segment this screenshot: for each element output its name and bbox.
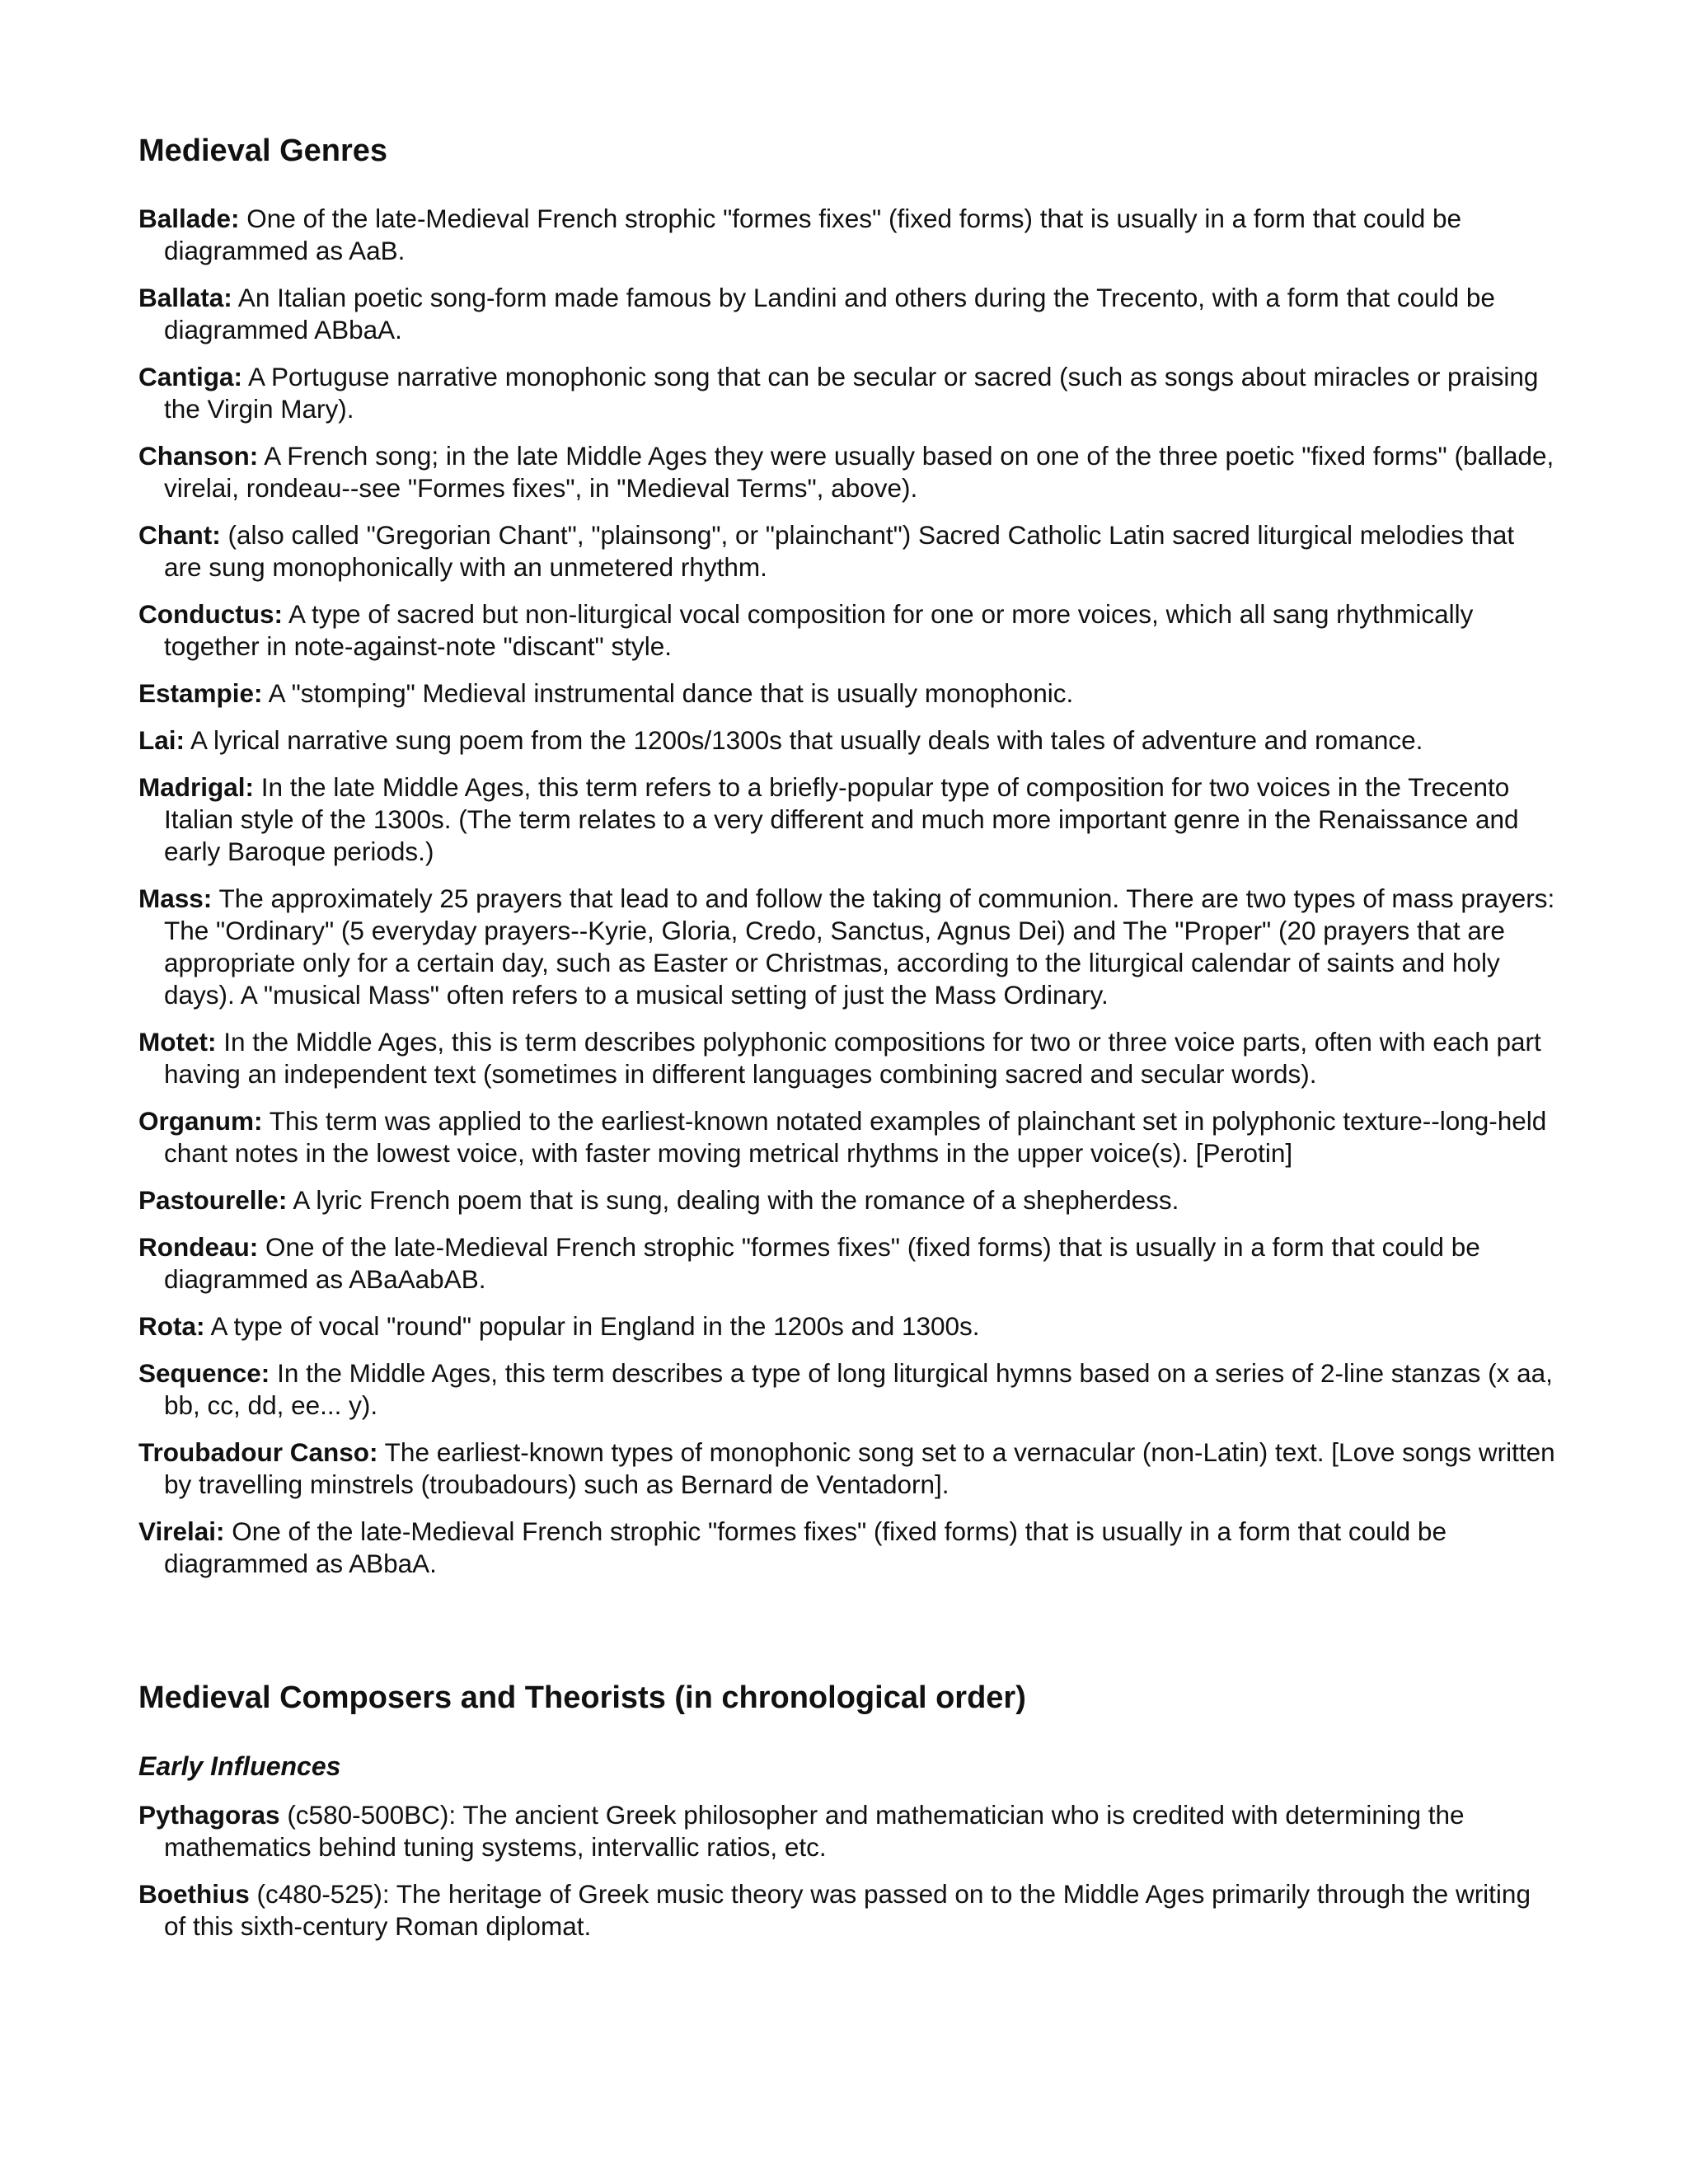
entry-term: Conductus:: [138, 599, 283, 629]
entry-term: Chanson:: [138, 441, 259, 471]
entry-term: Motet:: [138, 1027, 217, 1057]
entry-term: Rota:: [138, 1311, 205, 1341]
composer-entry: [138, 1799, 1556, 1863]
entry-definition: The approximately 25 prayers that lead to and follow the taking of communion. There are two types of mass prayers: The "Ordinary" (5 everyday prayers--Kyrie, Gloria, Credo, Sanctus, Agnus Dei) and The "Proper" (20 prayers that are appropriate only for a certain day, such as Easter or Christmas, according to the liturgical calendar of saints and holy days). A "musical Mass" often refers to a musical setting of just the Mass Ordinary.: [164, 883, 1555, 1010]
genre-entry: [138, 1026, 1556, 1090]
entry-definition: (also called "Gregorian Chant", "plainsong", or "plainchant") Sacred Catholic Latin sacred liturgical melodies that are sung monophonically with an unmetered rhythm.: [164, 520, 1515, 582]
entry-definition: One of the late-Medieval French strophic "formes fixes" (fixed forms) that is usually in a form that could be diagrammed as ABaAabAB.: [164, 1232, 1480, 1294]
entry-definition: In the late Middle Ages, this term refers to a briefly-popular type of composition for two voices in the Trecento Italian style of the 1300s. (The term relates to a very different and much more important genre in the Renaissance and early Baroque periods.): [164, 772, 1519, 866]
genre-entry: [138, 883, 1556, 1011]
genre-entry: [138, 1105, 1556, 1169]
entry-definition: A French song; in the late Middle Ages they were usually based on one of the three poetic "fixed forms" (ballade, virelai, rondeau--see "Formes fixes", in "Medieval Terms", above).: [164, 441, 1554, 503]
genre-entry: [138, 282, 1556, 346]
document-page: [138, 132, 1556, 1957]
entry-definition: In the Middle Ages, this is term describes polyphonic compositions for two or three voice parts, often with each part having an independent text (sometimes in different languages combining sacred and secular words).: [164, 1027, 1541, 1089]
entry-definition: A type of sacred but non-liturgical vocal composition for one or more voices, which all sang rhythmically together in note-against-note "discant" style.: [164, 599, 1474, 661]
entry-term: Boethius: [138, 1879, 250, 1909]
entry-definition: (c480-525): The heritage of Greek music theory was passed on to the Middle Ages primarily through the writing of this sixth-century Roman diplomat.: [164, 1879, 1531, 1941]
entry-definition: A "stomping" Medieval instrumental dance that is usually monophonic.: [262, 678, 1074, 708]
entry-term: Estampie:: [138, 678, 263, 708]
entry-definition: A lyric French poem that is sung, dealing with the romance of a shepherdess.: [287, 1185, 1179, 1215]
genre-entry: [138, 1516, 1556, 1580]
entry-definition: A lyrical narrative sung poem from the 1200s/1300s that usually deals with tales of adventure and romance.: [185, 725, 1423, 755]
entry-term: Mass:: [138, 883, 213, 913]
genre-entry: [138, 724, 1556, 757]
genre-entry: [138, 1310, 1556, 1343]
entry-definition: An Italian poetic song-form made famous by Landini and others during the Trecento, with a form that could be diagrammed ABbaA.: [164, 283, 1495, 344]
genre-entry: [138, 519, 1556, 583]
entry-definition: (c580-500BC): The ancient Greek philosopher and mathematician who is credited with determining the mathematics behind tuning systems, intervallic ratios, etc.: [164, 1800, 1465, 1862]
genre-entry: [138, 1184, 1556, 1216]
entry-definition: One of the late-Medieval French strophic "formes fixes" (fixed forms) that is usually in a form that could be diagrammed as ABbaA.: [164, 1516, 1447, 1578]
genre-entry: [138, 1357, 1556, 1422]
entry-term: Cantiga:: [138, 362, 242, 391]
entry-term: Lai:: [138, 725, 185, 755]
genre-entry: [138, 440, 1556, 504]
genres-list: [138, 203, 1556, 1580]
composers-list: [138, 1799, 1556, 1943]
entry-term: Troubadour Canso:: [138, 1437, 378, 1467]
composer-entry: [138, 1878, 1556, 1943]
section-heading-composers: Medieval Composers and Theorists (in chronological order): [138, 1680, 1026, 1715]
entry-definition: A Portuguse narrative monophonic song that can be secular or sacred (such as songs about miracles or praising the Virgin Mary).: [164, 362, 1539, 424]
entry-term: Ballata:: [138, 283, 232, 312]
entry-definition: This term was applied to the earliest-known notated examples of plainchant set in polyphonic texture--long-held chant notes in the lowest voice, with faster moving metrical rhythms in the upper voice(s). [Perotin]: [164, 1106, 1547, 1168]
entry-definition: In the Middle Ages, this term describes a type of long liturgical hymns based on a series of 2-line stanzas (x aa, bb, cc, dd, ee... y).: [164, 1358, 1553, 1420]
entry-term: Madrigal:: [138, 772, 255, 802]
genre-entry: [138, 771, 1556, 868]
genre-entry: [138, 1231, 1556, 1296]
subheading-early-influences: Early Influences: [138, 1751, 341, 1781]
genre-entry: [138, 361, 1556, 425]
section-heading-genres: Medieval Genres: [138, 134, 388, 168]
genre-entry: [138, 203, 1556, 267]
entry-term: Chant:: [138, 520, 221, 550]
entry-definition: One of the late-Medieval French strophic "formes fixes" (fixed forms) that is usually in a form that could be diagrammed as AaB.: [164, 204, 1462, 265]
entry-term: Sequence:: [138, 1358, 270, 1388]
entry-term: Organum:: [138, 1106, 263, 1136]
entry-definition: A type of vocal "round" popular in England in the 1200s and 1300s.: [204, 1311, 980, 1341]
entry-term: Pastourelle:: [138, 1185, 288, 1215]
genre-entry: [138, 1436, 1556, 1501]
genre-entry: [138, 677, 1556, 710]
genre-entry: [138, 598, 1556, 663]
entry-definition: The earliest-known types of monophonic song set to a vernacular (non-Latin) text. [Love songs written by travelling minstrels (troubadours) such as Bernard de Ventadorn].: [164, 1437, 1555, 1499]
entry-term: Rondeau:: [138, 1232, 259, 1262]
entry-term: Ballade:: [138, 204, 240, 233]
entry-term: Pythagoras: [138, 1800, 280, 1830]
entry-term: Virelai:: [138, 1516, 225, 1546]
